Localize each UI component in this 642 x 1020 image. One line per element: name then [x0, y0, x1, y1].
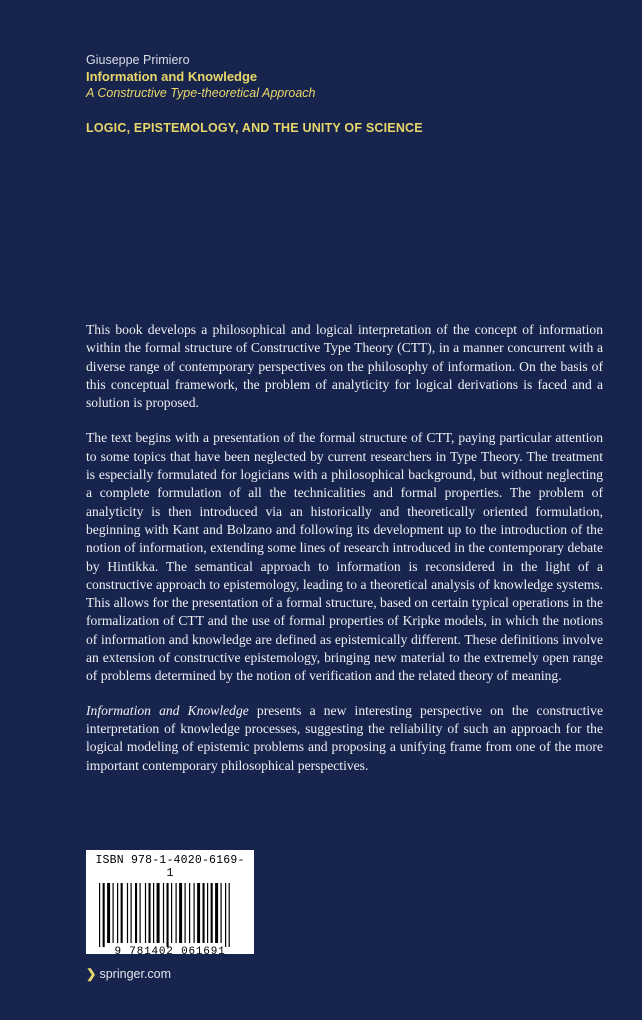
isbn-number: ISBN 978-1-4020-6169-1	[95, 854, 245, 880]
book-subtitle: A Constructive Type-theoretical Approach	[86, 86, 316, 100]
publisher-link[interactable]	[86, 966, 171, 981]
chevron-right-icon: ❯	[86, 967, 97, 981]
barcode-digits: 9 781402 061691	[114, 946, 226, 958]
blurb-paragraph-2: The text begins with a presentation of the formal structure of CTT, paying particular attention to some topics that have been neglected by current researchers in Type Theory. The treatment is especially formulated for logicians with a philosophical background, but without neglecting a complete formulation of all the technicalities and formal properties. The problem of analyticity is then introduced via an historically and theoretically oriented formulation, beginning with Kant and Bolzano and following its development up to the introduction of the notion of information, extending some lines of research introduced in the contemporary debate by Hintikka. The semantical approach to information is reconsidered in the light of a constructive approach to epistemology, leading to a theoretical analysis of knowledge systems. This allows for the presentation of a formal structure, based on certain typical operations in the formalization of CTT and the use of formal properties of Kripke models, in which the notions of information and knowledge are defined as epistemically different. These definitions involve an extension of constructive epistemology, bringing new material to the extremely open range of problems determined by the notion of verification and the related theory of meaning.	[86, 430, 603, 684]
author-name: Giuseppe Primiero	[86, 53, 190, 67]
blurb-paragraph-3	[86, 702, 603, 775]
barcode-icon	[95, 883, 245, 947]
blurb-italic-title: Information and Knowledge	[86, 702, 249, 718]
series-name: LOGIC, EPISTEMOLOGY, AND THE UNITY OF SCIENCE	[86, 121, 423, 135]
back-cover-blurb	[86, 321, 603, 791]
blurb-paragraph-3-text: presents a new interesting perspective on the constructive interpretation of knowledge processes, suggesting the reliability of such an approach for the logical modeling of epistemic problems and proposing a unifying frame from one of the more important contemporary philosophical perspectives.	[86, 702, 603, 773]
book-title: Information and Knowledge	[86, 69, 258, 84]
blurb-paragraph-1: This book develops a philosophical and logical interpretation of the concept of information within the formal structure of Constructive Type Theory (CTT), in a manner concurrent with a diverse range of contemporary perspectives on the philosophy of information. On the basis of this conceptual framework, the problem of analyticity for logical derivations is faced and a solution is proposed.	[86, 322, 603, 411]
cover-header	[86, 52, 423, 135]
publisher-link-text: springer.com	[99, 967, 172, 981]
isbn-barcode	[86, 850, 254, 958]
